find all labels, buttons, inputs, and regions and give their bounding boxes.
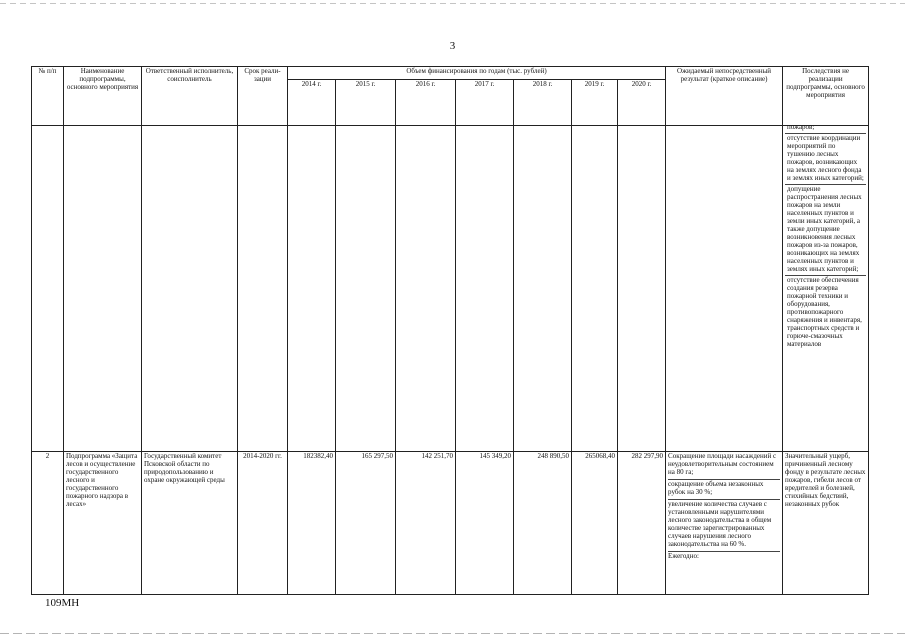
value-2015: 165 297,50 — [336, 451, 396, 594]
value-2014: 182382,40 — [288, 451, 336, 594]
consequence-item: отсутствие координации мероприятий по тушению лесных пожаров, возникающих на землях лесного фонда и землях иных категорий; — [785, 134, 866, 185]
expected-item: увеличение количества случаев с установленными нарушителями лесного законодательства в общем количестве зарегистрированных случаев нарушения лесного законодательства на 60 %. — [668, 500, 780, 552]
consequence-item: допущение распространения лесных пожаров на земли населенных пунктов и земли иных категорий, а также допущение возникновения лесных пожаров из-за пожаров, возникающих на землях населенных пунктов и землях иных категорий; — [785, 185, 866, 276]
row-expected — [666, 451, 783, 594]
expected-item: сокращение объема незаконных рубок на 30 %; — [668, 480, 780, 500]
consequence-item: отсутствие обеспечения создания резерва пожарной техники и оборудования, противопожарного снаряжения и инвентаря, транспортных средств и горюче-смазочных материалов — [787, 275, 862, 348]
financing-table — [31, 66, 869, 595]
table-row-continued — [32, 125, 869, 451]
value-2020: 282 297,90 — [618, 451, 666, 594]
header-term: Срок реали-зации — [238, 67, 288, 126]
page-number: 3 — [449, 40, 456, 52]
header-year-2015: 2015 г. — [336, 80, 396, 126]
row-name: Подпрограмма «Защита лесов и осуществление государственного лесного и государственного пожарного надзора в лесах» — [64, 451, 142, 594]
expected-item: Сокращение площади насаждений с неудовлетворительным состоянием на 80 га; — [668, 452, 780, 480]
header-funding: Объем финансирования по годам (тыс. рублей) — [288, 67, 666, 80]
continued-consequences-cell — [783, 122, 869, 451]
value-2016: 142 251,70 — [396, 451, 456, 594]
header-year-2019: 2019 г. — [572, 80, 618, 126]
scan-edge-top — [0, 3, 905, 4]
header-name: Наименование подпрограммы, основного мероприятия — [64, 67, 142, 126]
header-year-2020: 2020 г. — [618, 80, 666, 126]
row-term: 2014-2020 гг. — [238, 451, 288, 594]
value-2019: 265068,40 — [572, 451, 618, 594]
value-2017: 145 349,20 — [456, 451, 514, 594]
footer-code: 109МН — [45, 597, 80, 609]
scan-edge-bottom — [0, 633, 905, 634]
header-responsible: Ответственный исполнитель, соисполнитель — [142, 67, 238, 126]
row-responsible: Государственный комитет Псковской области по природопользованию и охране окружающей среды — [142, 451, 238, 594]
header-year-2014: 2014 г. — [288, 80, 336, 126]
consequence-item: пожаров; — [785, 123, 866, 134]
value-2018: 248 890,50 — [514, 451, 572, 594]
header-consequences: Последствия не реализации подпрограммы, основного мероприятия — [783, 67, 869, 126]
table-row — [32, 451, 869, 594]
header-num: № п/п — [32, 67, 64, 126]
header-year-2016: 2016 г. — [396, 80, 456, 126]
row-consequences: Значительный ущерб, причиненный лесному фонду в результате лесных пожаров, гибели лесов от вредителей и болезней, стихийных бедствий, незаконных рубок — [783, 451, 869, 594]
row-num: 2 — [32, 451, 64, 594]
expected-item: Ежегодно: — [668, 551, 699, 560]
header-year-2017: 2017 г. — [456, 80, 514, 126]
header-year-2018: 2018 г. — [514, 80, 572, 126]
header-expected: Ожидаемый непосредственный результат (краткое описание) — [666, 67, 783, 126]
